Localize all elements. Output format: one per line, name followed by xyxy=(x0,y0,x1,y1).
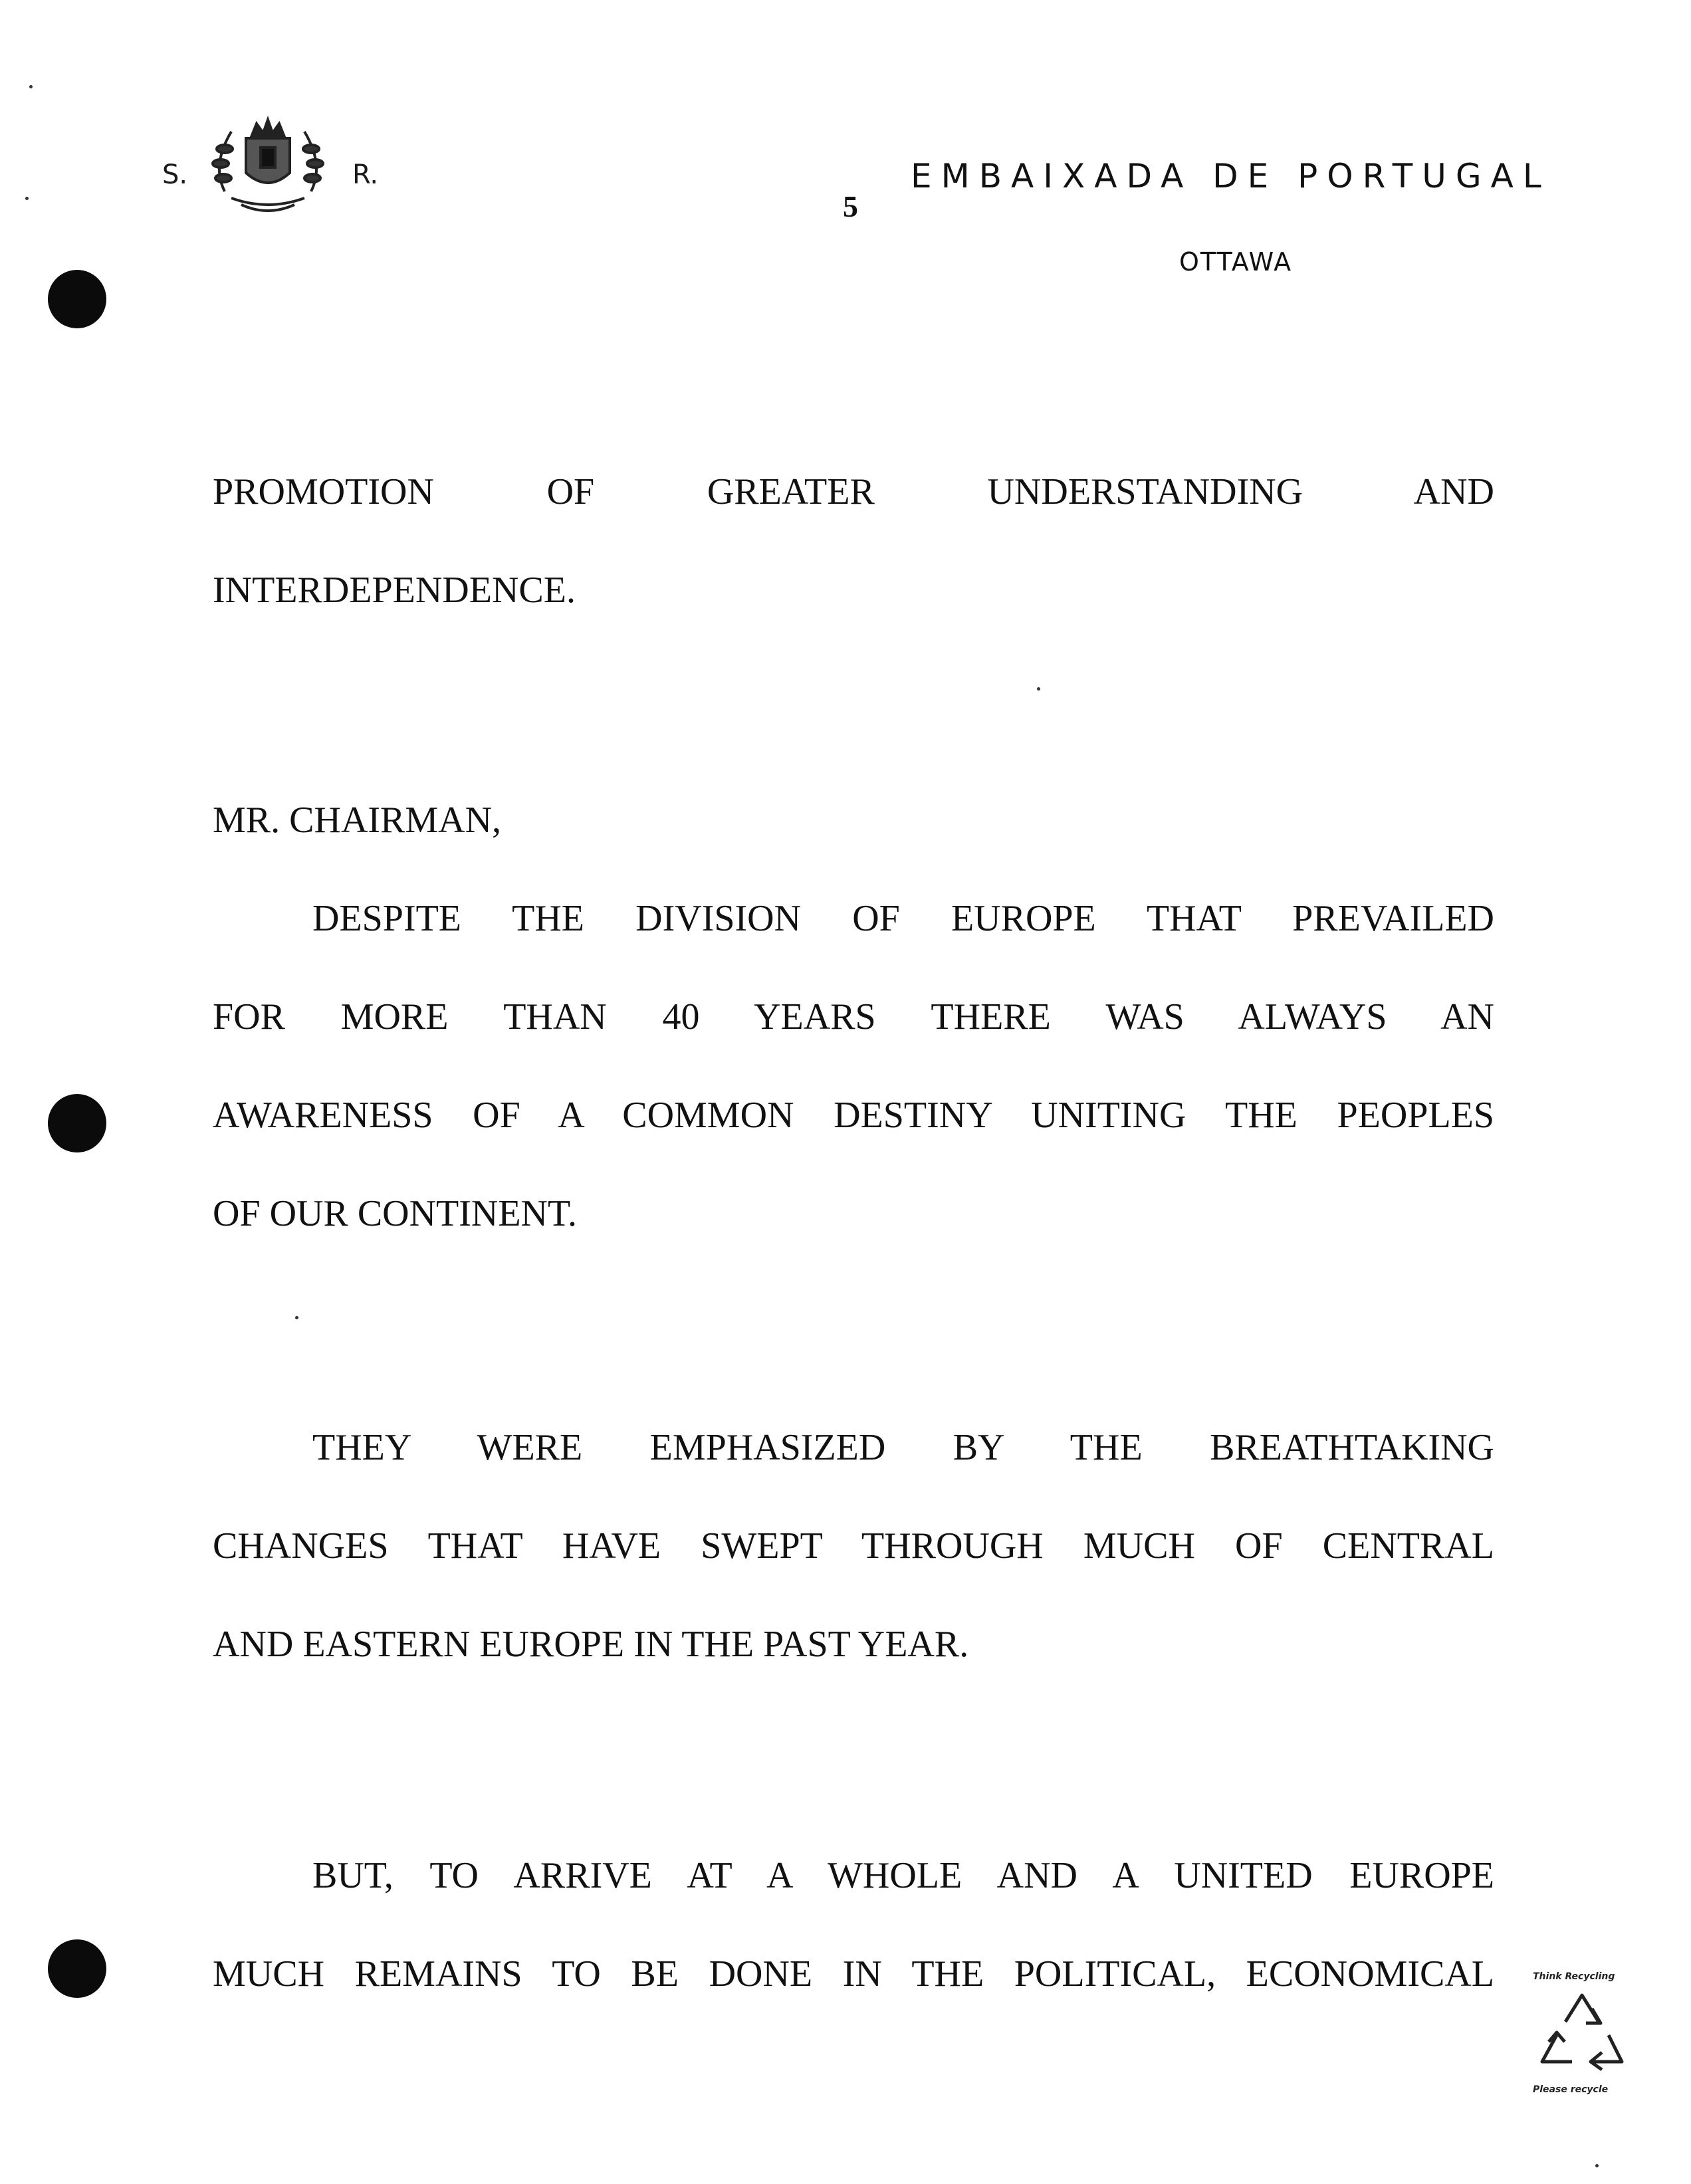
text-line: MUCH REMAINS TO BE DONE IN THE POLITICAL, ECONOMICAL xyxy=(213,1953,1494,1995)
punch-hole-icon xyxy=(48,1939,106,1998)
coat-of-arms-icon xyxy=(205,112,331,218)
embassy-name: EMBAIXADA DE PORTUGAL xyxy=(911,157,1551,195)
text-line: THEY WERE EMPHASIZED BY THE BREATHTAKING xyxy=(312,1427,1494,1468)
paragraph-despite xyxy=(213,869,1494,1263)
recycle-caption-bottom: Please recycle xyxy=(1533,2084,1609,2095)
text-line: MR. CHAIRMAN, xyxy=(213,800,502,841)
recycle-icon xyxy=(1535,1989,1629,2075)
scan-speck xyxy=(295,1316,298,1319)
text-line: AWARENESS OF A COMMON DESTINY UNITING THE PEOPLES xyxy=(213,1095,1494,1136)
paragraph-united-europe xyxy=(213,1826,1494,2023)
letterhead-initial-left: S. xyxy=(162,160,188,190)
paragraph-emphasized xyxy=(213,1398,1494,1693)
punch-hole-icon xyxy=(48,270,106,328)
embassy-city: OTTAWA xyxy=(1179,247,1293,276)
scan-speck xyxy=(25,197,29,200)
punch-hole-icon xyxy=(48,1094,106,1152)
text-line: INTERDEPENDENCE. xyxy=(213,570,576,611)
scan-speck xyxy=(29,85,33,88)
scan-speck xyxy=(1037,687,1040,691)
recycle-logo xyxy=(1529,1971,1635,2104)
scan-speck xyxy=(1595,2164,1599,2167)
text-line: CHANGES THAT HAVE SWEPT THROUGH MUCH OF CENTRAL xyxy=(213,1525,1494,1567)
page-number: 5 xyxy=(843,189,858,223)
text-line: AND EASTERN EUROPE IN THE PAST YEAR. xyxy=(213,1624,969,1665)
text-line: FOR MORE THAN 40 YEARS THERE WAS ALWAYS AN xyxy=(213,996,1494,1037)
text-line: OF OUR CONTINENT. xyxy=(213,1193,578,1234)
text-line: DESPITE THE DIVISION OF EUROPE THAT PREVAILED xyxy=(312,898,1494,939)
text-line: PROMOTION OF GREATER UNDERSTANDING AND xyxy=(213,471,1494,512)
letterhead-initial-right: R. xyxy=(352,160,379,190)
paragraph-promotion xyxy=(213,443,1494,639)
text-line: BUT, TO ARRIVE AT A WHOLE AND A UNITED EUROPE xyxy=(312,1855,1494,1896)
recycle-caption-top: Think Recycling xyxy=(1533,1971,1615,1982)
salutation xyxy=(213,771,1494,869)
